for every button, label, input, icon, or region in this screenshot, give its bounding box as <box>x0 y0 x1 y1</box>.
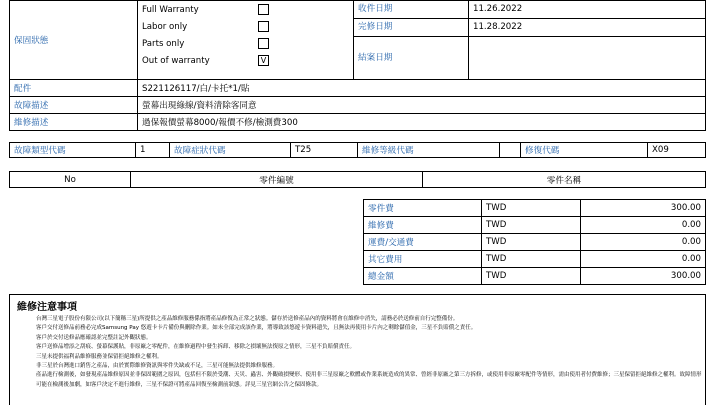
accessories-label: 配件 <box>10 80 138 97</box>
warranty-label: 保固狀態 <box>10 1 138 80</box>
receive-date-label: 收件日期 <box>354 1 468 19</box>
fee-row <box>364 251 706 268</box>
fee-amount: 0.00 <box>581 234 706 251</box>
close-date-label: 結案日期 <box>358 53 393 63</box>
checkbox-full-warranty[interactable] <box>258 4 269 15</box>
fee-label: 維修費 <box>364 217 482 234</box>
note-item: 1. 台灣三星電子股份有限公司(以下簡稱三星)所提供之產品維修服務係指將產品修復為正常之狀態。儲存於送修產品內的資料將會在維修中消失，請務必於送修前自行完整備份。 <box>36 315 705 324</box>
fee-total-label: 總金額 <box>364 268 482 285</box>
fee-row <box>364 217 706 234</box>
repair-desc-label: 維修描述 <box>10 114 138 131</box>
fee-total-currency: TWD <box>482 268 581 285</box>
checkbox-out-of-warranty[interactable]: V <box>258 55 269 66</box>
parts-table <box>9 171 706 188</box>
warranty-option-full: Full Warranty <box>142 4 199 15</box>
repair-desc-value: 過保報價螢幕8000/報價不修/檢測費300 <box>138 114 706 131</box>
warranty-option-out: Out of warranty <box>142 55 210 66</box>
warranty-option-parts: Parts only <box>142 38 185 49</box>
notes-title: 維修注意事項 <box>17 302 77 313</box>
fee-amount: 0.00 <box>581 251 706 268</box>
fee-row <box>364 234 706 251</box>
fee-label: 運費/交通費 <box>364 234 482 251</box>
repair-notes <box>9 294 706 405</box>
complete-date-value: 11.28.2022 <box>469 19 705 37</box>
close-date-value <box>469 37 705 79</box>
fee-currency: TWD <box>482 234 581 251</box>
receive-date-value: 11.26.2022 <box>469 1 705 19</box>
checkbox-labor-only[interactable] <box>258 21 269 32</box>
fault-desc-value: 螢幕出現綠線/資料清除客同意 <box>138 97 706 114</box>
fault-type-code-value: 1 <box>136 143 170 158</box>
accessories-value: S221126117/白/卡托*1/貼 <box>138 80 706 97</box>
parts-code-header: 零件編號 <box>131 172 423 188</box>
repair-code-value: X09 <box>648 143 706 158</box>
codes-table <box>9 142 706 158</box>
fee-amount: 300.00 <box>581 200 706 217</box>
warranty-options <box>138 1 354 80</box>
note-item: 3. 客戶於交付送修品應確認並完整註記外觀狀態。 <box>36 334 705 343</box>
warranty-dates-table <box>9 0 706 131</box>
note-item: 4. 客戶送修品增添之刮痕、螢幕保護貼，非原廠之零配件，在維修過程中發生拆卸、移除之損壞無法復原之情形，三星不負賠償責任。 <box>36 343 705 352</box>
fee-label: 零件費 <box>364 200 482 217</box>
checkbox-parts-only[interactable] <box>258 38 269 49</box>
symptom-code-value: T25 <box>291 143 358 158</box>
note-item: 2. 客戶交付送修品前務必完成Samsung Pay 悠遊卡卡片備份與刪除作業。如未全部完成該作業，將導致該悠遊卡資料遺失，且無法再使用卡片內之剩餘儲值金，三星不負賠償之責任。 <box>36 324 705 333</box>
fee-currency: TWD <box>482 217 581 234</box>
fee-amount: 0.00 <box>581 217 706 234</box>
complete-date-label: 完修日期 <box>354 19 468 37</box>
date-values <box>469 1 706 80</box>
fault-desc-label: 故障描述 <box>10 97 138 114</box>
fee-label: 其它費用 <box>364 251 482 268</box>
repair-code-label: 修復代碼 <box>521 143 648 158</box>
fee-currency: TWD <box>482 251 581 268</box>
parts-name-header: 零件名稱 <box>423 172 706 188</box>
fee-row <box>364 200 706 217</box>
fee-total-amount: 300.00 <box>581 268 706 285</box>
warranty-option-labor: Labor only <box>142 21 188 32</box>
note-item: 6. 非三星於台灣進口銷售之產品，由於實際維修資訊與零件失缺或不足，三星可能無法提供維修服務。 <box>36 362 705 371</box>
fee-total-row <box>364 268 706 285</box>
note-item: 7. 產品進行檢測後，如發現產品維修原因並非保固範圍之原因，包括但不限於受潮、天災、蟲害、外觀破損變形、使用非三星原廠之軟體或作業系統造成的異常、曾經非原廠之第三方拆修，或使用非原廠零配件等情形，需由使用者付費維修；三星保留拒絕維修之權利。故障情形可能在檢測後加劇，如客戶決定不進行維修，三星不保證可將產品回復至檢測前狀態。詳見三星官網公告之保固條款。 <box>36 371 705 390</box>
parts-no-header: No <box>10 172 131 188</box>
note-item: 5. 三星未提供福利品維修服務並保留拒絕維修之權利。 <box>36 353 705 362</box>
date-labels <box>354 1 469 80</box>
symptom-code-label: 故障症狀代碼 <box>170 143 291 158</box>
repair-level-code-value <box>500 143 521 158</box>
repair-level-code-label: 維修等級代碼 <box>358 143 500 158</box>
fee-currency: TWD <box>482 200 581 217</box>
fault-type-code-label: 故障類型代碼 <box>10 143 136 158</box>
fees-table <box>363 199 706 285</box>
